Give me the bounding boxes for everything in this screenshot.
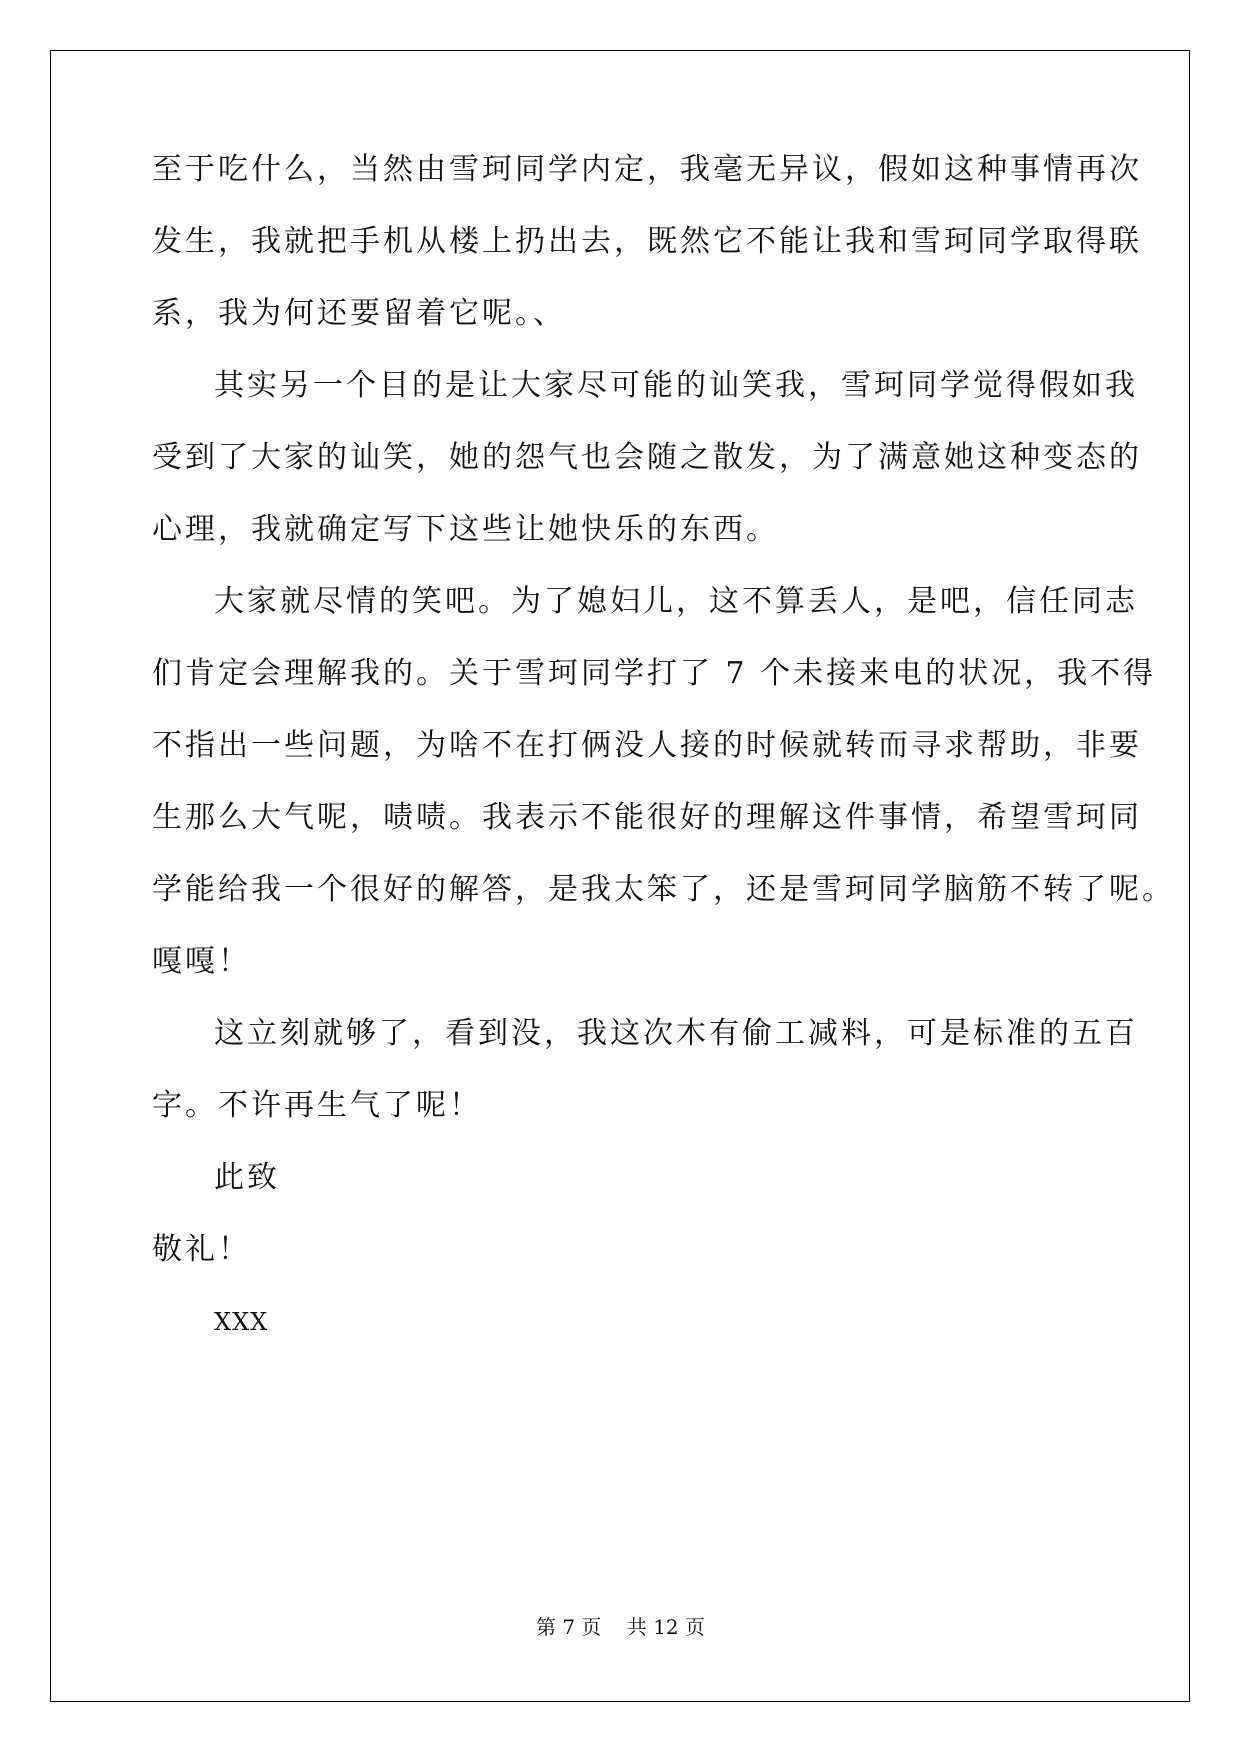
text-line: 其实另一个目的是让大家尽可能的讪笑我，雪珂同学觉得假如我 bbox=[214, 368, 1138, 403]
text-line: 大家就尽情的笑吧。为了媳妇儿，这不算丢人，是吧，信任同志 bbox=[214, 584, 1138, 619]
closing-salutation: 此致 bbox=[214, 1160, 280, 1195]
signature: XXX bbox=[214, 1308, 269, 1336]
text-line: 嘎嘎！ bbox=[152, 944, 251, 979]
text-line: 学能给我一个很好的解答，是我太笨了，还是雪珂同学脑筋不转了呢。 bbox=[152, 872, 1175, 907]
text-line: 受到了大家的讪笑，她的怨气也会随之散发，为了满意她这种变态的 bbox=[152, 440, 1142, 475]
text-line: 们肯定会理解我的。关于雪珂同学打了 7 个未接来电的状况，我不得 bbox=[152, 656, 1157, 691]
text-line: 不指出一些问题，为啥不在打俩没人接的时候就转而寻求帮助，非要 bbox=[152, 728, 1142, 763]
page-number: 第 7 页 共 12 页 bbox=[535, 1615, 706, 1639]
text-line: 这立刻就够了，看到没，我这次木有偷工减料，可是标准的五百 bbox=[214, 1016, 1138, 1051]
closing-regards: 敬礼！ bbox=[152, 1232, 251, 1267]
text-line: 发生，我就把手机从楼上扔出去，既然它不能让我和雪珂同学取得联 bbox=[152, 224, 1142, 259]
text-line: 至于吃什么，当然由雪珂同学内定，我毫无异议，假如这种事情再次 bbox=[152, 152, 1142, 187]
text-line: 生那么大气呢，啧啧。我表示不能很好的理解这件事情，希望雪珂同 bbox=[152, 800, 1142, 835]
text-line: 心理，我就确定写下这些让她快乐的东西。 bbox=[152, 512, 779, 547]
text-line: 字。不许再生气了呢！ bbox=[152, 1088, 482, 1123]
text-line: 系，我为何还要留着它呢。、 bbox=[152, 296, 566, 331]
